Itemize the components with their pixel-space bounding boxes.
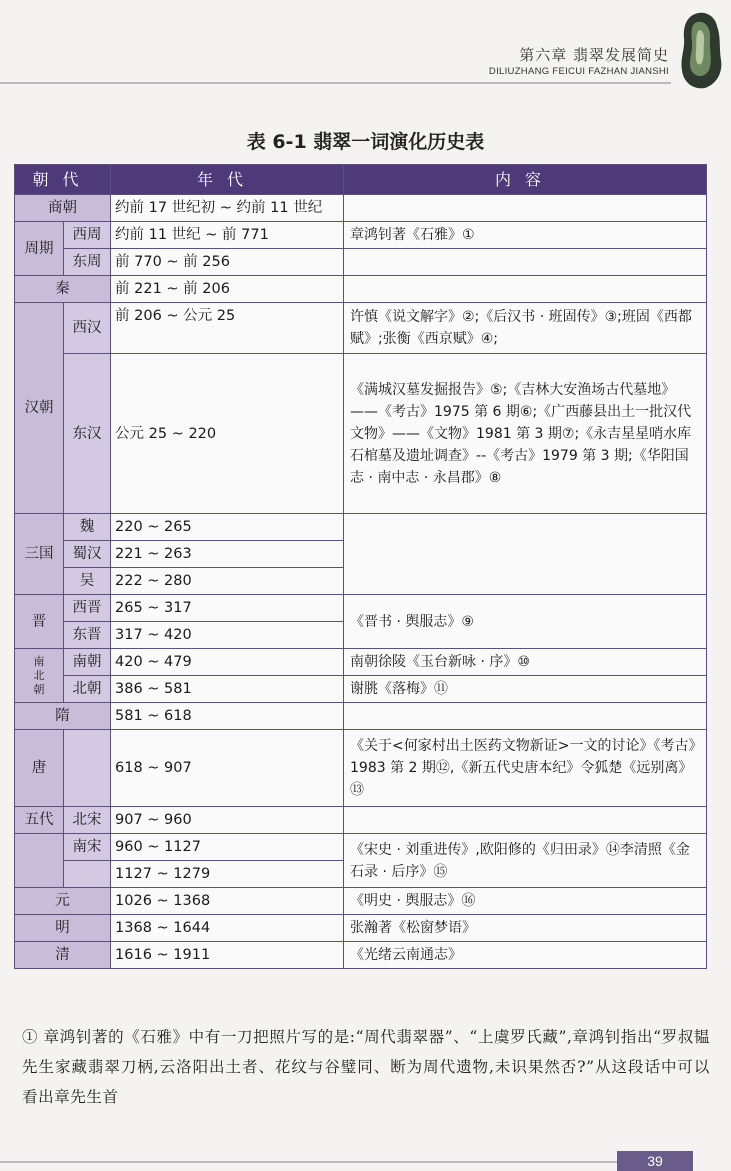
period-cell: 前 770 ~ 前 256 <box>111 249 344 276</box>
chapter-title: 第六章 翡翠发展简史 <box>519 46 669 64</box>
period-cell: 221 ~ 263 <box>111 541 344 568</box>
period-cell: 约前 17 世纪初 ~ 约前 11 世纪 <box>111 195 344 222</box>
content-cell <box>344 195 707 222</box>
content-cell: 许慎《说文解字》②;《后汉书 · 班固传》③;班固《西都赋》;张衡《西京赋》④; <box>344 303 707 354</box>
subdynasty-cell <box>64 861 111 888</box>
content-cell: 张瀚著《松窗梦语》 <box>344 915 707 942</box>
dynasty-cell: 秦 <box>15 276 111 303</box>
table-row <box>15 834 707 861</box>
dynasty-cell: 五代 <box>15 807 64 834</box>
period-cell: 1026 ~ 1368 <box>111 888 344 915</box>
dynasty-cell: 商朝 <box>15 195 111 222</box>
content-cell: 《光绪云南通志》 <box>344 942 707 969</box>
period-cell: 420 ~ 479 <box>111 649 344 676</box>
subdynasty-cell: 东周 <box>64 249 111 276</box>
table-row <box>15 514 707 541</box>
period-cell: 960 ~ 1127 <box>111 834 344 861</box>
content-cell: 《晋书 · 舆服志》⑨ <box>344 595 707 649</box>
table-row <box>15 195 707 222</box>
content-cell <box>344 703 707 730</box>
header-content: 内容 <box>344 165 707 195</box>
dynasty-cell: 明 <box>15 915 111 942</box>
table-row <box>15 649 707 676</box>
content-cell <box>344 276 707 303</box>
page-number: 39 <box>617 1151 693 1171</box>
subdynasty-cell: 西周 <box>64 222 111 249</box>
content-cell <box>344 249 707 276</box>
period-cell: 907 ~ 960 <box>111 807 344 834</box>
content-cell: 《明史 · 舆服志》⑯ <box>344 888 707 915</box>
dynasty-cell <box>15 834 64 888</box>
dynasty-cell: 南北朝 <box>15 649 64 703</box>
period-cell: 前 206 ~ 公元 25 <box>111 303 344 354</box>
content-cell <box>344 514 707 595</box>
content-cell <box>344 807 707 834</box>
period-cell: 前 221 ~ 前 206 <box>111 276 344 303</box>
period-cell: 约前 11 世纪 ~ 前 771 <box>111 222 344 249</box>
period-cell: 222 ~ 280 <box>111 568 344 595</box>
table-row <box>15 807 707 834</box>
table-row <box>15 915 707 942</box>
table-row <box>15 888 707 915</box>
period-cell: 公元 25 ~ 220 <box>111 354 344 514</box>
table-row <box>15 354 707 514</box>
table-header-row <box>15 165 707 195</box>
subdynasty-cell: 东晋 <box>64 622 111 649</box>
table-row <box>15 303 707 354</box>
header-rule <box>0 82 671 84</box>
subdynasty-cell: 蜀汉 <box>64 541 111 568</box>
table-row <box>15 222 707 249</box>
table-row <box>15 276 707 303</box>
dynasty-cell: 晋 <box>15 595 64 649</box>
dynasty-cell: 唐 <box>15 730 64 807</box>
running-head <box>0 0 731 100</box>
content-cell: 南朝徐陵《玉台新咏 · 序》⑩ <box>344 649 707 676</box>
content-cell: 《满城汉墓发掘报告》⑤;《吉林大安渔场古代墓地》——《考古》1975 第 6 期⑥;《广西藤县出土一批汉代文物》——《文物》1981 第 3 期⑦;《永吉星星哨水库石棺墓及遗址调查》--《考古》1979 第 3 期;《华阳国志 · 南中志 · 永昌郡》⑧ <box>344 354 707 514</box>
subdynasty-cell: 南朝 <box>64 649 111 676</box>
dynasty-cell: 隋 <box>15 703 111 730</box>
subdynasty-cell: 南宋 <box>64 834 111 861</box>
period-cell: 581 ~ 618 <box>111 703 344 730</box>
table-row <box>15 676 707 703</box>
history-table <box>14 164 707 969</box>
period-cell: 386 ~ 581 <box>111 676 344 703</box>
period-cell: 220 ~ 265 <box>111 514 344 541</box>
subdynasty-cell: 东汉 <box>64 354 111 514</box>
footer-rule <box>0 1161 617 1163</box>
content-cell: 《宋史 · 刘重进传》,欧阳修的《归田录》⑭李清照《金石录 · 后序》⑮ <box>344 834 707 888</box>
chapter-title-pinyin: DILIUZHANG FEICUI FAZHAN JIANSHI <box>488 66 669 77</box>
dynasty-cell: 汉朝 <box>15 303 64 514</box>
content-cell: 章鸿钊著《石雅》① <box>344 222 707 249</box>
table-row <box>15 249 707 276</box>
dynasty-cell: 元 <box>15 888 111 915</box>
period-cell: 618 ~ 907 <box>111 730 344 807</box>
table-row <box>15 703 707 730</box>
subdynasty-cell: 西晋 <box>64 595 111 622</box>
period-cell: 317 ~ 420 <box>111 622 344 649</box>
footnote-text: ① 章鸿钊著的《石雅》中有一刀把照片写的是:“周代翡翠器”、“上虞罗氏藏”,章鸿钊指出“罗叔韫先生家藏翡翠刀柄,云洛阳出土者、花纹与谷璧同、断为周代遗物,未识果然否?”从这段话中可以看出章先生首 <box>22 1028 710 1106</box>
content-cell: 谢朓《落梅》⑪ <box>344 676 707 703</box>
subdynasty-cell: 西汉 <box>64 303 111 354</box>
period-cell: 1127 ~ 1279 <box>111 861 344 888</box>
table-title: 表 6-1 翡翠一词演化历史表 <box>246 131 485 153</box>
jade-carving-image <box>675 8 725 90</box>
period-cell: 265 ~ 317 <box>111 595 344 622</box>
period-cell: 1616 ~ 1911 <box>111 942 344 969</box>
header-dynasty: 朝代 <box>15 165 111 195</box>
subdynasty-cell: 吴 <box>64 568 111 595</box>
subdynasty-cell: 魏 <box>64 514 111 541</box>
content-cell: 《关于<何家村出土医药文物新证>一文的讨论》《考古》1983 第 2 期⑫,《新五代史唐本纪》令狐楚《远别离》⑬ <box>344 730 707 807</box>
dynasty-cell: 周期 <box>15 222 64 276</box>
table-row <box>15 595 707 622</box>
table-row <box>15 730 707 807</box>
table-row <box>15 942 707 969</box>
subdynasty-cell: 北宋 <box>64 807 111 834</box>
period-cell: 1368 ~ 1644 <box>111 915 344 942</box>
subdynasty-cell <box>64 730 111 807</box>
subdynasty-cell: 北朝 <box>64 676 111 703</box>
dynasty-cell: 清 <box>15 942 111 969</box>
dynasty-cell: 三国 <box>15 514 64 595</box>
header-period: 年代 <box>111 165 344 195</box>
